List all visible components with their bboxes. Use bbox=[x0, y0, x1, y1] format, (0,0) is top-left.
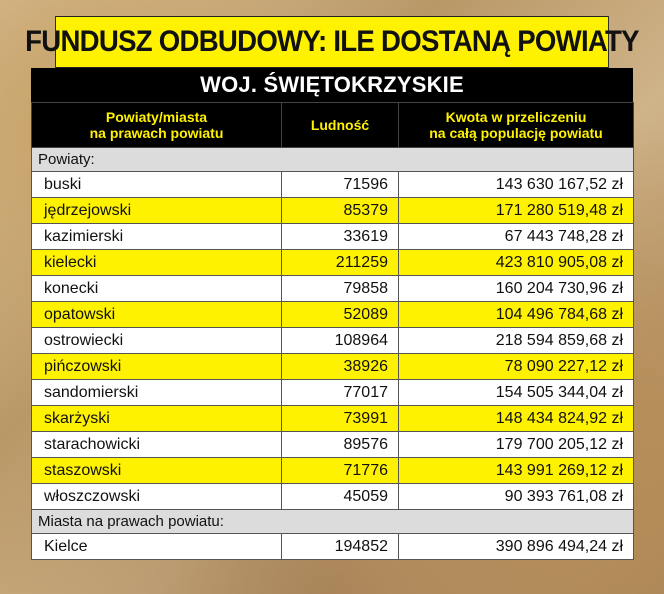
amount-cell: 104 496 784,68 zł bbox=[399, 302, 634, 328]
county-name-cell: pińczowski bbox=[32, 354, 282, 380]
county-name-cell: skarżyski bbox=[32, 406, 282, 432]
amount-cell: 390 896 494,24 zł bbox=[399, 534, 634, 560]
county-name-cell: konecki bbox=[32, 276, 282, 302]
county-name-cell: ostrowiecki bbox=[32, 328, 282, 354]
header-amount bbox=[399, 103, 634, 148]
county-name-cell: buski bbox=[32, 172, 282, 198]
amount-cell: 160 204 730,96 zł bbox=[399, 276, 634, 302]
table-row bbox=[32, 458, 634, 484]
table-row bbox=[32, 380, 634, 406]
county-name-cell: staszowski bbox=[32, 458, 282, 484]
table-row bbox=[32, 250, 634, 276]
county-name-cell: starachowicki bbox=[32, 432, 282, 458]
population-cell: 45059 bbox=[282, 484, 399, 510]
table-row bbox=[32, 198, 634, 224]
table-row bbox=[32, 302, 634, 328]
amount-cell: 179 700 205,12 zł bbox=[399, 432, 634, 458]
section-label-miasta: Miasta na prawach powiatu: bbox=[32, 510, 634, 534]
table-row bbox=[32, 432, 634, 458]
section-row-powiaty bbox=[32, 148, 634, 172]
county-name-cell: kielecki bbox=[32, 250, 282, 276]
amount-cell: 143 991 269,12 zł bbox=[399, 458, 634, 484]
table-row bbox=[32, 484, 634, 510]
table-row bbox=[32, 354, 634, 380]
amount-cell: 78 090 227,12 zł bbox=[399, 354, 634, 380]
region-subtitle: WOJ. ŚWIĘTOKRZYSKIE bbox=[31, 68, 633, 102]
county-name-cell: kazimierski bbox=[32, 224, 282, 250]
population-cell: 89576 bbox=[282, 432, 399, 458]
section-label-powiaty: Powiaty: bbox=[32, 148, 634, 172]
amount-cell: 171 280 519,48 zł bbox=[399, 198, 634, 224]
table-row bbox=[32, 276, 634, 302]
county-name-cell: jędrzejowski bbox=[32, 198, 282, 224]
header-county-line1: Powiaty/miasta bbox=[105, 109, 208, 125]
amount-cell: 423 810 905,08 zł bbox=[399, 250, 634, 276]
header-amount-line1: Kwota w przeliczeniu bbox=[445, 109, 587, 125]
amount-cell: 143 630 167,52 zł bbox=[399, 172, 634, 198]
table-row bbox=[32, 172, 634, 198]
population-cell: 38926 bbox=[282, 354, 399, 380]
population-cell: 71776 bbox=[282, 458, 399, 484]
header-amount-line2: na całą populację powiatu bbox=[429, 125, 603, 141]
population-cell: 79858 bbox=[282, 276, 399, 302]
county-name-cell: opatowski bbox=[32, 302, 282, 328]
population-cell: 33619 bbox=[282, 224, 399, 250]
population-cell: 52089 bbox=[282, 302, 399, 328]
section-row-miasta bbox=[32, 510, 634, 534]
amount-cell: 148 434 824,92 zł bbox=[399, 406, 634, 432]
population-cell: 194852 bbox=[282, 534, 399, 560]
table-row bbox=[32, 224, 634, 250]
county-name-cell: sandomierski bbox=[32, 380, 282, 406]
infographic bbox=[25, 16, 639, 560]
population-cell: 85379 bbox=[282, 198, 399, 224]
infographic-title: FUNDUSZ ODBUDOWY: ILE DOSTANĄ POWIATY bbox=[55, 16, 609, 68]
table-row bbox=[32, 534, 634, 560]
header-county-line2: na prawach powiatu bbox=[89, 125, 224, 141]
amount-cell: 154 505 344,04 zł bbox=[399, 380, 634, 406]
amount-cell: 90 393 761,08 zł bbox=[399, 484, 634, 510]
header-population: Ludność bbox=[282, 103, 399, 148]
county-name-cell: włoszczowski bbox=[32, 484, 282, 510]
header-county bbox=[32, 103, 282, 148]
county-name-cell: Kielce bbox=[32, 534, 282, 560]
table-row bbox=[32, 328, 634, 354]
table-row bbox=[32, 406, 634, 432]
population-cell: 73991 bbox=[282, 406, 399, 432]
population-cell: 71596 bbox=[282, 172, 399, 198]
population-cell: 211259 bbox=[282, 250, 399, 276]
population-cell: 77017 bbox=[282, 380, 399, 406]
funding-table bbox=[31, 102, 634, 560]
table-header-row bbox=[32, 103, 634, 148]
amount-cell: 67 443 748,28 zł bbox=[399, 224, 634, 250]
population-cell: 108964 bbox=[282, 328, 399, 354]
amount-cell: 218 594 859,68 zł bbox=[399, 328, 634, 354]
